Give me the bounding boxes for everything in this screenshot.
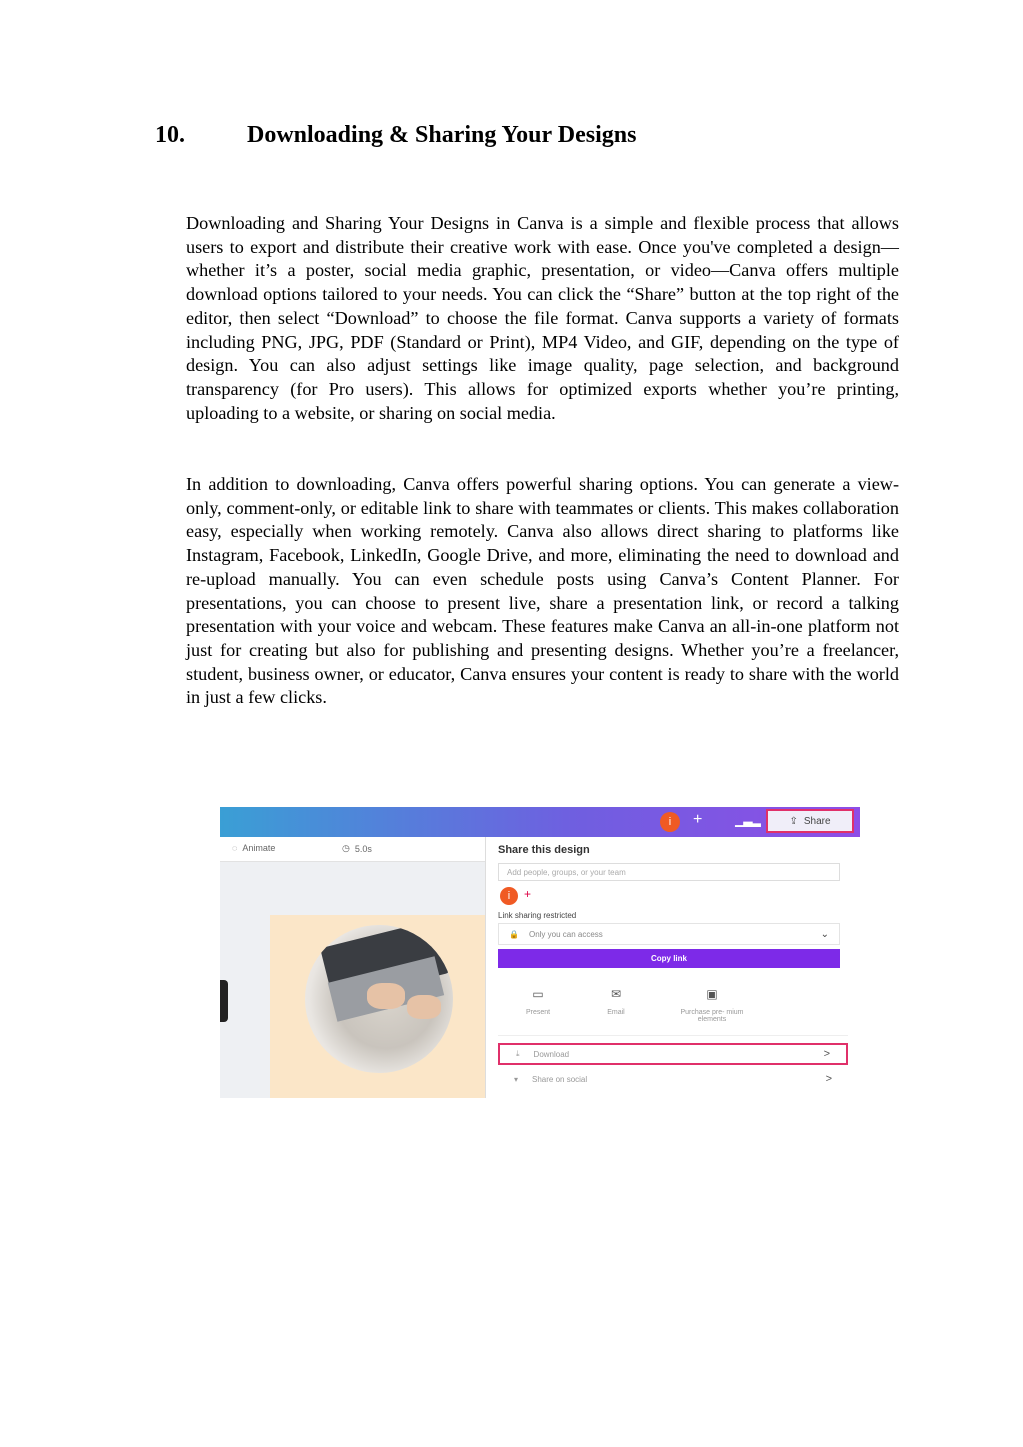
owner-avatar: i [500, 887, 518, 905]
share-panel-title: Share this design [498, 844, 590, 856]
access-dropdown[interactable] [498, 923, 840, 945]
share-icon: ⇪ [789, 815, 798, 827]
share-panel [485, 837, 860, 1098]
download-row[interactable] [498, 1043, 848, 1065]
social-icon: ▾ [514, 1074, 519, 1084]
present-option[interactable] [498, 987, 578, 1016]
editor-toolbar [220, 837, 485, 862]
copy-link-button[interactable]: Copy link [498, 949, 840, 968]
present-label: Present [525, 1009, 551, 1016]
add-people-input[interactable]: Add people, groups, or your team [498, 863, 840, 881]
animate-label: Animate [242, 843, 276, 853]
paragraph-downloading: Downloading and Sharing Your Designs in Canva is a simple and flexible process that allows users to export and distribute their creative work with ease. Once you've completed a design—whether it’s a poster, social media graphic, presentation, or video—Canva offers multiple download options tailored to your needs. You can click the “Share” button at the top right of the editor, then select “Download” to choose the file format. Canva supports a variety of formats including PNG, JPG, PDF (Standard or Print), MP4 Video, and GIF, depending on the type of design. You can also adjust settings like image quality, page selection, and background transparency (for Pro users). This allows for optimized exports whether you’re printing, uploading to a website, or sharing on social media. [186, 213, 899, 423]
download-label: Download [533, 1049, 570, 1059]
laptop-photo [305, 925, 453, 1073]
insights-icon[interactable]: ▁▃▂ [735, 813, 760, 827]
email-icon: ✉ [610, 987, 622, 1001]
add-person-icon[interactable]: + [524, 887, 532, 901]
share-social-label: Share on social [532, 1074, 588, 1084]
duration-label: 5.0s [354, 843, 372, 854]
divider [498, 1035, 848, 1036]
purchase-label: Purchase pre- mium elements [680, 1009, 744, 1023]
editor-topbar [220, 807, 860, 837]
clock-icon: ◷ [342, 843, 350, 853]
section-number: 10. [155, 122, 185, 148]
section-title: Downloading & Sharing Your Designs [247, 122, 637, 148]
email-option[interactable] [576, 987, 656, 1016]
chevron-down-icon: ⌄ [820, 928, 829, 940]
link-sharing-label: Link sharing restricted [498, 911, 577, 920]
panel-collapse-handle[interactable] [220, 980, 228, 1022]
email-label: Email [607, 1009, 625, 1016]
animate-icon: ◌ [232, 843, 238, 853]
add-collaborator-icon[interactable]: + [693, 811, 703, 828]
paragraph-sharing: In addition to downloading, Canva offers powerful sharing options. You can generate a view-only, comment-only, or editable link to share with teammates or clients. This makes collaboration easy, especially when working remotely. Canva also allows direct sharing to platforms like Instagram, Facebook, LinkedIn, Google Drive, and more, eliminating the need to download and re-upload manually. You can even schedule posts using Canva’s Content Planner. For presentations, you can choose to present live, share a presentation link, or record a talking presentation with your voice and webcam. These features make Canva an all-in-one platform not just for creating but also for publishing and presenting designs. Whether you’re a freelancer, student, business owner, or educator, Canva ensures your content is ready to share with the world in just a few clicks. [186, 474, 899, 708]
access-value: Only you can access [528, 929, 603, 939]
canva-share-screenshot [220, 807, 860, 1098]
chevron-right-icon: > [823, 1048, 830, 1060]
lock-icon: 🔒 [509, 929, 519, 939]
duration-button[interactable] [342, 843, 372, 854]
purchase-icon: ▣ [706, 987, 718, 1001]
user-avatar[interactable]: i [660, 812, 680, 832]
share-button[interactable] [766, 809, 854, 833]
chevron-right-icon: > [825, 1073, 832, 1085]
present-icon: ▭ [532, 987, 544, 1001]
animate-button[interactable] [232, 843, 275, 853]
download-icon: ⤓ [516, 1049, 520, 1058]
section-heading [155, 122, 636, 149]
share-button-label: Share [803, 815, 831, 827]
share-on-social-row[interactable] [498, 1068, 848, 1090]
purchase-option[interactable] [672, 987, 752, 1023]
